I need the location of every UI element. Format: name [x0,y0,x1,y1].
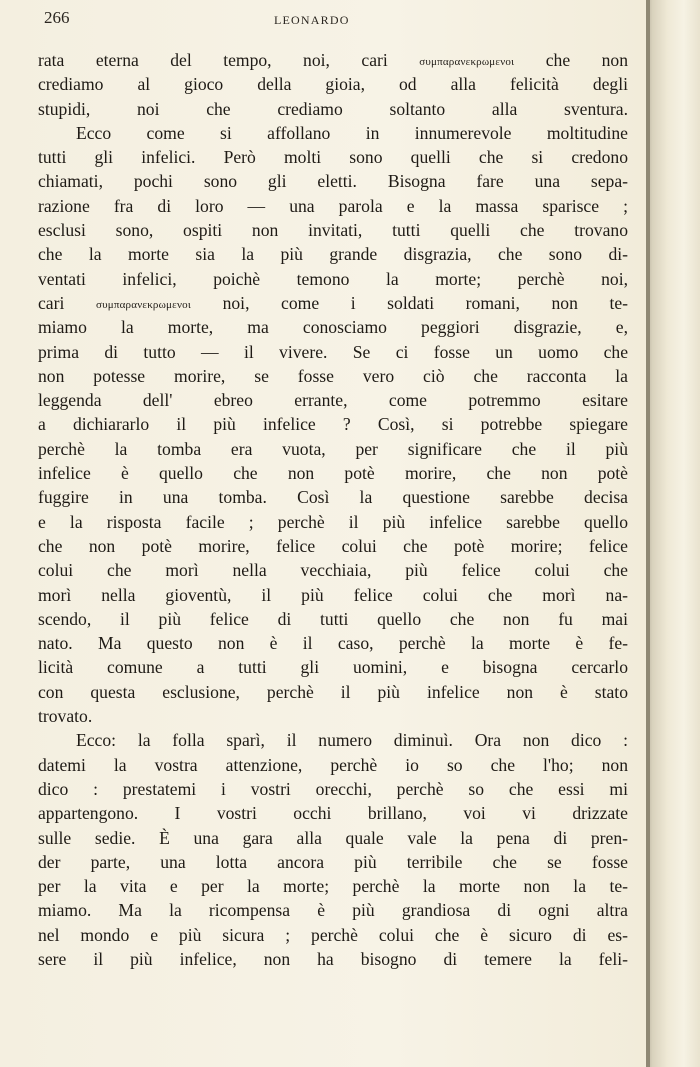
text-line: stupidi, noi che crediamo soltanto alla sventura. [38,98,628,119]
text-line: Ecco come si affollano in innumerevole moltitudine [76,122,628,143]
body-text [38,48,628,971]
greek-word: συμπαρανεκρωμενοι [419,56,515,68]
text-line [38,291,628,315]
text-line: miamo la morte, ma conosciamo peggiori disgrazie, e, [38,317,628,338]
text-line: sulle sedie. È una gara alla quale vale la pena di pren- [38,827,628,848]
greek-word: συμπαρανεκρωμενοι [95,298,192,311]
text-line: leggenda dell' ebreo errante, come potremmo esitare [38,390,628,411]
text-line: non potesse morire, se fosse vero ciò che racconta la [38,365,628,386]
text-line: datemi la vostra attenzione, perchè io so che l'ho; non [38,754,628,775]
text-line: Ecco: la folla sparì, il numero diminuì. Ora non dico : [76,730,628,751]
text-line: nel mondo e più sicura ; perchè colui che è sicuro di es- [38,924,628,945]
text-line: per la vita e per la morte; perchè la morte non la te- [38,876,628,897]
text-line: chiamati, pochi sono gli eletti. Bisogna fare una sepa- [38,171,628,192]
text-line: miamo. Ma la ricompensa è più grandiosa di ogni altra [38,900,628,921]
text-line: licità comune a tutti gli uomini, e bisogna cercarlo [38,657,628,678]
running-head: LEONARDO [274,13,350,27]
text-line: dico : prestatemi i vostri orecchi, perchè so che essi mi [38,778,628,799]
page-edge [646,0,700,1067]
text-segment: che non [514,50,628,70]
text-segment: cari [38,292,96,313]
text-line: scendo, il più felice di tutti quello che non fu mai [38,608,628,629]
text-line: tutti gli infelici. Però molti sono quelli che si credono [38,147,628,168]
text-line: esclusi sono, ospiti non invitati, tutti quelli che trovano [38,220,628,241]
text-line: a dichiararlo il più infelice ? Così, si potrebbe spiegare [38,414,628,435]
text-line: nato. Ma questo non è il caso, perchè la morte è fe- [38,633,628,654]
text-segment: rata eterna del tempo, noi, cari [38,50,420,70]
text-line: che non potè morire, felice colui che potè morire; felice [38,535,628,556]
text-line: crediamo al gioco della gioia, od alla felicità degli [38,74,628,95]
text-line: morì nella gioventù, il più felice colui che morì na- [38,584,628,605]
text-line: infelice è quello che non potè morire, che non potè [38,463,628,484]
text-line: colui che morì nella vecchiaia, più felice colui che [38,560,628,581]
text-line: appartengono. I vostri occhi brillano, voi vi drizzate [38,803,628,824]
text-line: prima di tutto — il vivere. Se ci fosse un uomo che [38,341,628,362]
text-segment: noi, come i soldati romani, non te- [191,292,628,313]
page-number: 266 [44,8,70,27]
text-line: trovato. [38,706,93,727]
text-line: fuggire in una tomba. Così la questione sarebbe decisa [38,487,628,508]
text-line: che la morte sia la più grande disgrazia, che sono di- [38,244,628,265]
text-line: ventati infelici, poichè temono la morte; perchè noi, [38,268,628,289]
text-line: der parte, una lotta ancora più terribile che se fosse [38,851,628,872]
text-line: razione fra di loro — una parola e la massa sparisce ; [38,195,628,216]
text-line [38,48,628,72]
text-line: sere il più infelice, non ha bisogno di temere la feli- [38,948,628,969]
page-header [44,8,620,34]
text-line: perchè la tomba era vuota, per significare che il più [38,438,628,459]
text-line: e la risposta facile ; perchè il più infelice sarebbe quello [38,511,628,532]
text-line: con questa esclusione, perchè il più infelice non è stato [38,681,628,702]
